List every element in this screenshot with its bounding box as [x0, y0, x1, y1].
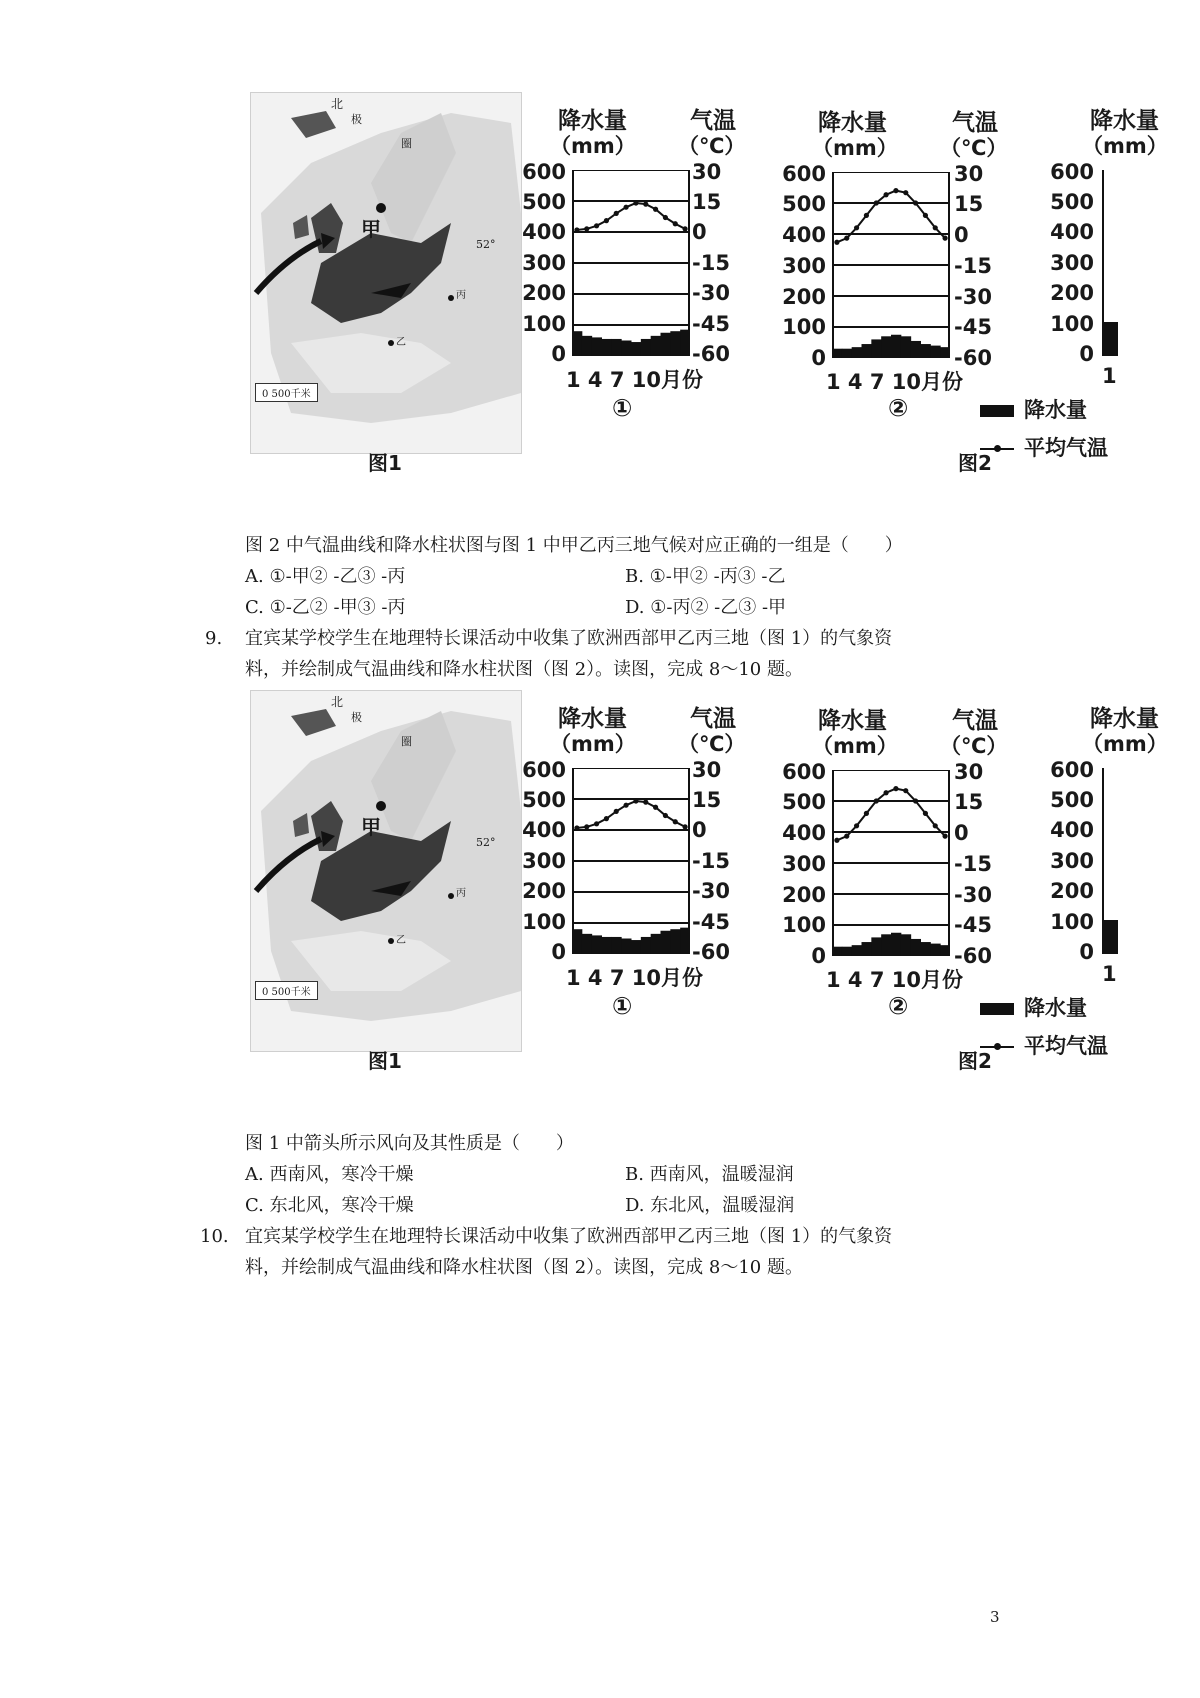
temperature-point	[584, 824, 589, 829]
chart3-precip-title: 降水量	[1090, 108, 1159, 134]
q8-option-a[interactable]: A. ①-甲② -乙③ -丙	[245, 566, 406, 587]
temperature-point	[854, 823, 859, 828]
chart2-left-tick: 400	[782, 223, 826, 247]
chart3-left-tick: 400	[1050, 220, 1094, 244]
precip-bar	[881, 336, 891, 358]
precip-bar	[572, 331, 582, 356]
temperature-point	[913, 798, 918, 803]
figure-1-caption: 图1	[368, 451, 402, 475]
chart1-left-tick: 100	[522, 910, 566, 934]
chart2-right-tick: 0	[954, 223, 969, 247]
map-label-bing: 丙	[456, 888, 466, 899]
precip-bar	[901, 934, 911, 956]
q8-option-b[interactable]: B. ①-甲② -丙③ -乙	[625, 566, 786, 587]
temperature-point	[883, 790, 888, 795]
temperature-point	[614, 211, 619, 216]
map-sea-label-1: 极	[351, 113, 362, 126]
climate-chart-1	[572, 768, 690, 954]
map-label-yi: 乙	[396, 935, 406, 946]
temperature-point	[844, 834, 849, 839]
temperature-point	[663, 215, 668, 220]
temperature-point	[623, 205, 628, 210]
legend-precip-swatch	[980, 1003, 1014, 1015]
chart3-left-tick: 300	[1050, 849, 1094, 873]
chart1-right-tick: -60	[692, 940, 730, 964]
chart2-right-tick: -30	[954, 285, 992, 309]
temperature-point	[574, 227, 579, 232]
climate-chart-2	[832, 172, 950, 358]
temperature-point	[933, 823, 938, 828]
chart1-precip-unit: （mm）	[550, 134, 636, 158]
precip-bar	[852, 945, 862, 956]
map-label-jia: 甲	[361, 815, 381, 839]
chart2-left-tick: 500	[782, 192, 826, 216]
precip-bar	[621, 939, 631, 955]
temperature-point	[633, 798, 638, 803]
chart2-right-tick: -15	[954, 254, 992, 278]
chart3-left-tick: 500	[1050, 788, 1094, 812]
temperature-point	[883, 192, 888, 197]
chart2-precip-unit: （mm）	[812, 136, 898, 160]
climate-chart-2	[832, 770, 950, 956]
chart1-left-tick: 100	[522, 312, 566, 336]
chart1-right-tick: 30	[692, 758, 722, 782]
chart3-left-tick: 500	[1050, 190, 1094, 214]
chart1-right-tick: 30	[692, 160, 722, 184]
precip-bar	[582, 336, 592, 356]
chart2-id: ②	[888, 394, 909, 422]
chart1-right-tick: -15	[692, 849, 730, 873]
temperature-point	[584, 226, 589, 231]
temperature-point	[673, 221, 678, 226]
temperature-point	[874, 798, 879, 803]
precip-bar	[911, 341, 921, 358]
chart1-right-tick: 15	[692, 190, 722, 214]
chart1-precip-title: 降水量	[558, 108, 627, 134]
chart3-month-axis: 1	[1102, 364, 1117, 388]
temperature-point	[653, 207, 658, 212]
chart3-left-tick: 0	[1079, 342, 1094, 366]
figure-block-1	[250, 92, 1200, 492]
chart1-left-tick: 0	[551, 940, 566, 964]
temperature-point	[864, 213, 869, 218]
chart2-month-axis: 1 4 7 10月份	[826, 968, 963, 992]
chart2-left-tick: 300	[782, 852, 826, 876]
precip-bar	[852, 347, 862, 358]
chart2-temp-unit: （℃）	[940, 136, 1008, 160]
page-number: 3	[990, 1608, 1000, 1626]
map-label-bing: 丙	[456, 290, 466, 301]
chart2-temp-unit: （℃）	[940, 734, 1008, 758]
q8-option-c[interactable]: C. ①-乙② -甲③ -丙	[245, 597, 406, 618]
chart2-right-tick: -30	[954, 883, 992, 907]
chart2-left-tick: 300	[782, 254, 826, 278]
q9-option-d[interactable]: D. 东北风，温暖湿润	[625, 1195, 795, 1216]
chart1-temp-title: 气温	[690, 706, 736, 732]
q10-intro-line2: 料，并绘制成气温曲线和降水柱状图（图 2）。读图，完成 8～10 题。	[245, 1257, 803, 1278]
temperature-point	[643, 202, 648, 207]
precip-bar	[832, 349, 842, 358]
chart3-left-tick: 300	[1050, 251, 1094, 275]
chart1-right-tick: 15	[692, 788, 722, 812]
chart2-right-tick: -60	[954, 346, 992, 370]
temperature-point	[594, 223, 599, 228]
precip-bar	[871, 339, 881, 358]
chart3-left-tick: 100	[1050, 910, 1094, 934]
precip-bar	[582, 934, 592, 954]
map-sea-label-1: 极	[351, 711, 362, 724]
precip-bar	[631, 342, 641, 356]
chart3-left-tick: 200	[1050, 281, 1094, 305]
precip-bar	[680, 330, 690, 356]
chart1-right-tick: -45	[692, 910, 730, 934]
legend-temperature	[980, 432, 1108, 462]
map-label-jia: 甲	[361, 217, 381, 241]
precip-bar	[611, 339, 621, 356]
chart2-right-tick: 15	[954, 192, 984, 216]
precip-bar	[871, 937, 881, 956]
legend-precip-swatch	[980, 405, 1014, 417]
chart3-left-tick: 100	[1050, 312, 1094, 336]
chart2-left-tick: 500	[782, 790, 826, 814]
precip-bar	[661, 333, 671, 356]
precip-bar	[680, 928, 690, 954]
q9-option-c[interactable]: C. 东北风，寒冷干燥	[245, 1195, 414, 1216]
chart3-precip-unit: （mm）	[1082, 732, 1168, 756]
chart1-right-tick: -30	[692, 281, 730, 305]
figure-2-caption: 图2	[958, 1049, 992, 1073]
precip-bar	[670, 331, 680, 356]
temperature-point	[903, 190, 908, 195]
chart2-left-tick: 0	[811, 346, 826, 370]
chart1-right-tick: -60	[692, 342, 730, 366]
chart1-left-tick: 600	[522, 160, 566, 184]
chart1-left-tick: 200	[522, 879, 566, 903]
chart2-left-tick: 600	[782, 760, 826, 784]
q10-number: 10.	[200, 1226, 229, 1247]
chart3-left-tick: 200	[1050, 879, 1094, 903]
chart1-right-tick: -30	[692, 879, 730, 903]
temperature-point	[893, 188, 898, 193]
chart2-left-tick: 600	[782, 162, 826, 186]
temperature-line	[577, 203, 685, 230]
precip-bar	[940, 347, 950, 358]
precip-bar	[862, 344, 872, 358]
precip-bar	[930, 346, 940, 358]
chart2-left-tick: 400	[782, 821, 826, 845]
legend-temp-label: 平均气温	[1024, 1034, 1108, 1058]
temperature-point	[682, 824, 687, 829]
q9-intro-line2: 料，并绘制成气温曲线和降水柱状图（图 2）。读图，完成 8～10 题。	[245, 659, 803, 680]
chart1-left-tick: 400	[522, 220, 566, 244]
chart2-left-tick: 100	[782, 315, 826, 339]
chart2-temp-title: 气温	[952, 708, 998, 734]
temperature-point	[844, 236, 849, 241]
legend-temp-line	[980, 448, 1014, 450]
chart2-precip-title: 降水量	[818, 708, 887, 734]
precip-bar	[911, 939, 921, 956]
chart1-left-tick: 300	[522, 849, 566, 873]
precip-bar	[592, 935, 602, 954]
q9-option-b[interactable]: B. 西南风，温暖湿润	[625, 1164, 794, 1185]
precip-bar	[881, 934, 891, 956]
precip-bar	[862, 942, 872, 956]
q9-option-a[interactable]: A. 西南风，寒冷干燥	[245, 1164, 414, 1185]
chart1-right-tick: -45	[692, 312, 730, 336]
chart2-left-tick: 200	[782, 883, 826, 907]
chart2-month-axis: 1 4 7 10月份	[826, 370, 963, 394]
chart2-left-tick: 100	[782, 913, 826, 937]
chart1-temp-title: 气温	[690, 108, 736, 134]
temperature-point	[933, 225, 938, 230]
precip-bar	[940, 945, 950, 956]
precip-bar	[842, 947, 852, 956]
temperature-point	[834, 838, 839, 843]
chart1-month-axis: 1 4 7 10月份	[566, 368, 703, 392]
chart1-temp-unit: （℃）	[678, 732, 746, 756]
q9-intro-line1: 宜宾某学校学生在地理特长课活动中收集了欧洲西部甲乙丙三地（图 1）的气象资	[245, 628, 893, 649]
figure-2-caption: 图2	[958, 451, 992, 475]
precip-bar	[921, 942, 931, 956]
precip-bar	[832, 947, 842, 956]
chart1-month-axis: 1 4 7 10月份	[566, 966, 703, 990]
chart3-left-tick: 600	[1050, 160, 1094, 184]
figure-1-caption: 图1	[368, 1049, 402, 1073]
temperature-point	[942, 834, 947, 839]
chart3-left-tick: 600	[1050, 758, 1094, 782]
chart3-month-axis: 1	[1102, 962, 1117, 986]
temperature-point	[903, 788, 908, 793]
precip-bar	[930, 944, 940, 956]
precip-bar	[891, 335, 901, 358]
chart1-left-tick: 300	[522, 251, 566, 275]
legend-temp-label: 平均气温	[1024, 436, 1108, 460]
legend-precipitation	[980, 394, 1087, 424]
chart2-right-tick: -15	[954, 852, 992, 876]
temperature-point	[594, 821, 599, 826]
temperature-point	[893, 786, 898, 791]
q9-number: 9.	[205, 628, 223, 649]
temperature-line	[577, 801, 685, 828]
chart3-left-tick: 0	[1079, 940, 1094, 964]
map-sea-label-2: 圈	[401, 137, 412, 150]
temperature-point	[834, 240, 839, 245]
chart1-left-tick: 500	[522, 788, 566, 812]
precip-bar	[611, 937, 621, 954]
chart1-left-tick: 0	[551, 342, 566, 366]
precip-bar	[592, 337, 602, 356]
chart2-precip-title: 降水量	[818, 110, 887, 136]
chart3-left-tick: 400	[1050, 818, 1094, 842]
precip-bar	[621, 341, 631, 357]
temperature-point	[633, 200, 638, 205]
chart1-right-tick: -15	[692, 251, 730, 275]
climate-chart-1	[572, 170, 690, 356]
precip-bar	[572, 929, 582, 954]
temperature-point	[864, 811, 869, 816]
precip-bar	[641, 937, 651, 954]
map-label-yi: 乙	[396, 337, 406, 348]
precip-bar	[641, 339, 651, 356]
map-sea-label-2: 圈	[401, 735, 412, 748]
temperature-point	[604, 816, 609, 821]
chart2-right-tick: -60	[954, 944, 992, 968]
precip-bar	[891, 933, 901, 956]
chart2-right-tick: 30	[954, 760, 984, 784]
temperature-point	[614, 809, 619, 814]
chart2-left-tick: 0	[811, 944, 826, 968]
chart1-precip-unit: （mm）	[550, 732, 636, 756]
temperature-point	[623, 803, 628, 808]
chart1-left-tick: 600	[522, 758, 566, 782]
map-north-label: 北	[331, 695, 344, 709]
map-north-label: 北	[331, 97, 344, 111]
precip-bar	[901, 336, 911, 358]
map-scale-bar: 0 500千米	[255, 981, 318, 1000]
temperature-point	[663, 813, 668, 818]
q8-stem: 图 2 中气温曲线和降水柱状图与图 1 中甲乙丙三地气候对应正确的一组是（ ）	[245, 535, 903, 556]
precip-bar	[651, 336, 661, 356]
temperature-point	[913, 200, 918, 205]
chart1-left-tick: 500	[522, 190, 566, 214]
map-latitude-label: 52°	[476, 836, 496, 849]
temperature-point	[643, 800, 648, 805]
chart1-precip-title: 降水量	[558, 706, 627, 732]
precip-bar	[602, 339, 612, 356]
temperature-point	[942, 236, 947, 241]
chart3-precip-unit: （mm）	[1082, 134, 1168, 158]
legend-temperature	[980, 1030, 1108, 1060]
temperature-point	[673, 819, 678, 824]
legend-precipitation	[980, 992, 1087, 1022]
legend-precip-label: 降水量	[1024, 996, 1087, 1020]
chart1-temp-unit: （℃）	[678, 134, 746, 158]
europe-map	[250, 92, 522, 454]
chart3-bar-fragment	[1104, 322, 1118, 356]
temperature-point	[874, 200, 879, 205]
chart1-left-tick: 200	[522, 281, 566, 305]
precip-bar	[670, 929, 680, 954]
precip-bar	[651, 934, 661, 954]
figure-block-2	[250, 690, 1200, 1090]
temperature-point	[574, 825, 579, 830]
chart2-right-tick: -45	[954, 315, 992, 339]
temperature-point	[682, 226, 687, 231]
chart2-temp-title: 气温	[952, 110, 998, 136]
temperature-point	[854, 225, 859, 230]
chart2-left-tick: 200	[782, 285, 826, 309]
chart2-precip-unit: （mm）	[812, 734, 898, 758]
temperature-point	[604, 218, 609, 223]
chart2-right-tick: 15	[954, 790, 984, 814]
precip-bar	[921, 344, 931, 358]
precip-bar	[661, 931, 671, 954]
chart1-right-tick: 0	[692, 220, 707, 244]
temperature-point	[923, 213, 928, 218]
q8-option-d[interactable]: D. ①-丙② -乙③ -甲	[625, 597, 787, 618]
chart3-precip-title: 降水量	[1090, 706, 1159, 732]
chart1-left-tick: 400	[522, 818, 566, 842]
temperature-point	[653, 805, 658, 810]
chart1-id: ①	[612, 394, 633, 422]
precip-bar	[602, 937, 612, 954]
chart1-right-tick: 0	[692, 818, 707, 842]
map-latitude-label: 52°	[476, 238, 496, 251]
legend-temp-line	[980, 1046, 1014, 1048]
q10-intro-line1: 宜宾某学校学生在地理特长课活动中收集了欧洲西部甲乙丙三地（图 1）的气象资	[245, 1226, 893, 1247]
precip-bar	[631, 940, 641, 954]
chart1-id: ①	[612, 992, 633, 1020]
chart2-right-tick: -45	[954, 913, 992, 937]
chart2-right-tick: 30	[954, 162, 984, 186]
precip-bar	[842, 349, 852, 358]
chart2-id: ②	[888, 992, 909, 1020]
legend-precip-label: 降水量	[1024, 398, 1087, 422]
chart2-right-tick: 0	[954, 821, 969, 845]
temperature-point	[923, 811, 928, 816]
q9-stem: 图 1 中箭头所示风向及其性质是（ ）	[245, 1133, 574, 1154]
europe-map	[250, 690, 522, 1052]
chart3-bar-fragment	[1104, 920, 1118, 954]
map-scale-bar: 0 500千米	[255, 383, 318, 402]
